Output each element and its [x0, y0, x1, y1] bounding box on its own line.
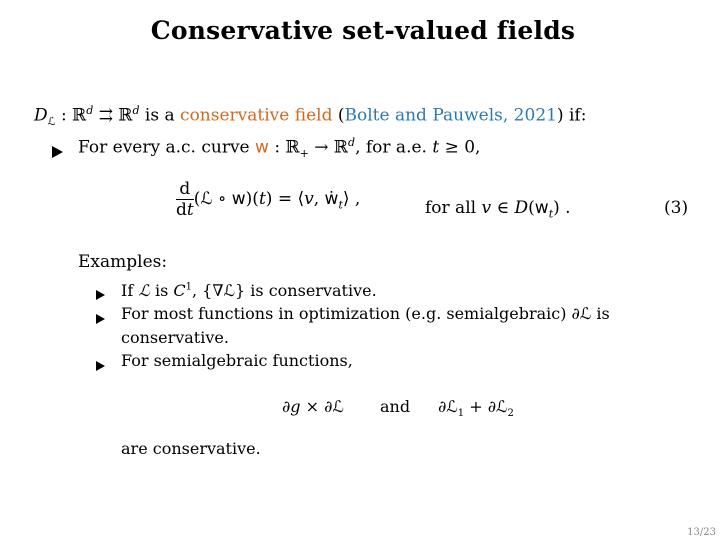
- d2-g: g: [290, 397, 301, 416]
- d2-sub: 2: [507, 408, 514, 420]
- display-left: [282, 397, 344, 416]
- cond-v: v: [481, 198, 492, 218]
- is-a-text: is a: [139, 105, 181, 126]
- d2-part: × ∂ℒ: [300, 397, 344, 416]
- slide-title: Conservative set-valued fields: [150, 16, 576, 45]
- plus-subscript: +: [299, 147, 309, 161]
- bullet-triangle-icon: [52, 143, 63, 162]
- e1-part: is: [149, 281, 174, 300]
- d2-part: + ∂ℒ: [464, 397, 508, 416]
- d2-sub: 1: [457, 408, 465, 420]
- frac-denominator: d: [176, 200, 187, 220]
- equation-3: [176, 180, 360, 221]
- d-subscript: ℒ: [47, 115, 56, 129]
- bullet1-part: ≥ 0,: [439, 137, 481, 158]
- cond-part: ∈: [491, 198, 515, 218]
- display-right: [438, 397, 514, 419]
- bullet1-part: , for a.e.: [355, 137, 433, 158]
- derivative-fraction: [176, 180, 194, 221]
- conclusion-text: are conservative.: [121, 439, 261, 458]
- cond-part: for all: [425, 198, 482, 218]
- bullet1-part: : ℝ: [268, 137, 300, 158]
- e1-C: C: [173, 281, 186, 300]
- frac-numerator: d: [176, 180, 194, 200]
- bullet-triangle-icon: [96, 309, 105, 328]
- bullet1-text: [78, 136, 480, 160]
- d2-part: ∂ℒ: [438, 397, 458, 416]
- citation-link[interactable]: Bolte and Pauwels, 2021: [344, 105, 557, 126]
- curve-w: w: [255, 137, 269, 158]
- paren-text: (: [332, 105, 345, 126]
- d-symbol: D: [34, 105, 48, 126]
- dim-superscript: d: [348, 136, 356, 149]
- t-var: t: [432, 137, 440, 158]
- example-2-line2: conservative.: [121, 328, 229, 347]
- eq-wdot: ẇ: [324, 189, 339, 210]
- eq-part: (ℒ ∘: [193, 189, 232, 210]
- examples-label: Examples:: [78, 252, 168, 272]
- bullet-triangle-icon: [96, 356, 105, 375]
- e1-part: , {∇ℒ} is conservative.: [191, 281, 377, 300]
- e1-part: If: [121, 281, 139, 300]
- bullet-triangle-icon: [96, 285, 105, 304]
- dim-superscript: d: [86, 104, 94, 117]
- eq-t: t: [258, 189, 266, 210]
- frac-denominator-t: t: [186, 200, 194, 220]
- conservative-field-term: conservative field: [180, 105, 333, 126]
- cond-part: ) .: [553, 198, 571, 218]
- arrow-text: ⇉ ℝ: [93, 105, 133, 126]
- e1-sup: 1: [185, 281, 192, 293]
- eq-v: v: [304, 189, 314, 210]
- example-2-line1: For most functions in optimization (e.g. semialgebraic) ∂ℒ is: [121, 304, 610, 323]
- cond-part: (: [528, 198, 535, 218]
- eq-wdot-sub: t: [338, 198, 343, 212]
- equation-condition: [425, 198, 571, 220]
- display-and: and: [380, 397, 411, 416]
- definition-line: [34, 104, 586, 128]
- e1-L: ℒ: [138, 281, 150, 300]
- cond-D: D: [514, 198, 529, 218]
- example-3: For semialgebraic functions,: [121, 351, 353, 370]
- eq-part: )(: [245, 189, 259, 210]
- page-number: 13/23: [687, 527, 716, 538]
- if-text: ) if:: [556, 105, 587, 126]
- bullet1-part: → ℝ: [308, 137, 349, 158]
- dim-superscript: d: [132, 104, 140, 117]
- equation-number: (3): [664, 198, 689, 218]
- d2-part: ∂: [282, 397, 291, 416]
- cond-wsub: t: [548, 207, 554, 221]
- bullet1-part: For every a.c. curve: [78, 137, 256, 158]
- eq-w: w: [231, 189, 246, 210]
- map-text: : ℝ: [55, 105, 87, 126]
- eq-part: ⟩ ,: [342, 189, 361, 210]
- eq-part: ,: [313, 189, 325, 210]
- cond-w: w: [534, 198, 549, 218]
- eq-part: ) = ⟨: [265, 189, 305, 210]
- example-1: [121, 281, 377, 300]
